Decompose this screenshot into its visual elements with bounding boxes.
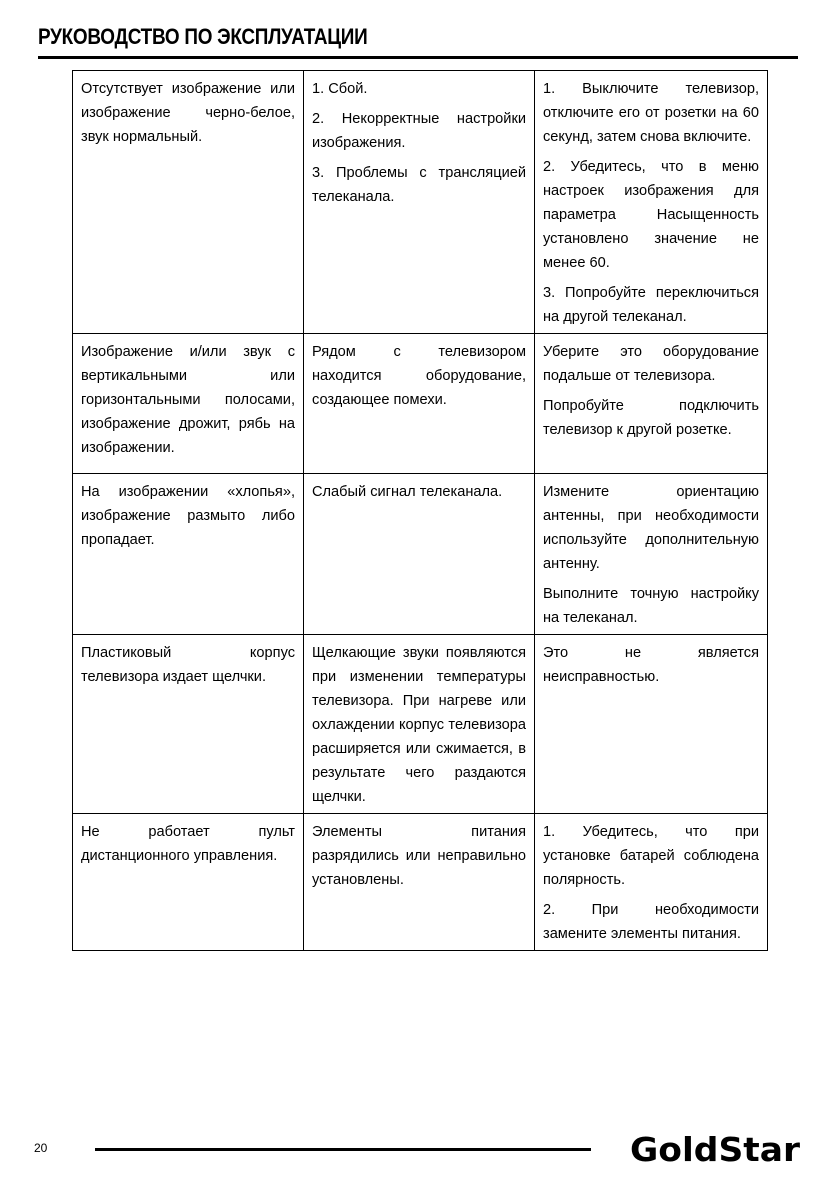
problem-cell (73, 71, 304, 334)
brand-wordmark: GoldStar (630, 1130, 801, 1169)
cause-text: Слабый сигнал телеканала. (312, 484, 503, 500)
solution-cell (535, 635, 768, 814)
cause-text: 3. Проблемы с трансляцией телеканала. (312, 165, 526, 205)
solution-cell (535, 474, 768, 635)
solution-text: Измените ориентацию антенны, при необходимости используйте дополнительную антенну. (543, 484, 759, 572)
table-row (73, 635, 768, 814)
solution-text: 2. Убедитесь, что в меню настроек изображения для параметра Насыщенность установлено значение не менее 60. (543, 159, 759, 271)
problem-text: Изображение и/или звук с вертикальными или горизонтальными полосами, изображение дрожит, рябь на изображении. (81, 344, 295, 456)
solution-cell (535, 71, 768, 334)
problem-text: На изображении «хлопья», изображение размыто либо пропадает. (81, 484, 295, 548)
problem-cell (73, 334, 304, 474)
table-row (73, 334, 768, 474)
cause-text: Рядом с телевизором находится оборудование, создающее помехи. (312, 344, 526, 408)
cause-text: Щелкающие звуки появляются при изменении температуры телевизора. При нагреве или охлаждении корпус телевизора расширяется или сжимается, в результате чего раздаются щелчки. (312, 645, 526, 805)
page-title: РУКОВОДСТВО ПО ЭКСПЛУАТАЦИИ (38, 24, 368, 49)
solution-text: Выполните точную настройку на телеканал. (543, 586, 759, 626)
goldstar-logo (630, 1124, 802, 1172)
problem-cell (73, 635, 304, 814)
problem-text: Не работает пульт дистанционного управления. (81, 824, 295, 864)
problem-cell (73, 814, 304, 951)
cause-cell (304, 635, 535, 814)
header-divider (38, 56, 798, 59)
solution-text: 1. Убедитесь, что при установке батарей соблюдена полярность. (543, 824, 759, 888)
footer-divider (95, 1148, 591, 1151)
page-number: 20 (34, 1141, 48, 1155)
problem-text: Пластиковый корпус телевизора издает щелчки. (81, 645, 295, 685)
solution-text: Попробуйте подключить телевизор к другой розетке. (543, 398, 759, 438)
solution-text: 3. Попробуйте переключиться на другой телеканал. (543, 285, 759, 325)
cause-text: 2. Некорректные настройки изображения. (312, 111, 526, 151)
cause-text: 1. Сбой. (312, 81, 368, 97)
table-row (73, 71, 768, 334)
solution-cell (535, 334, 768, 474)
solution-text: 1. Выключите телевизор, отключите его от розетки на 60 секунд, затем снова включите. (543, 81, 759, 145)
cause-cell (304, 474, 535, 635)
cause-cell (304, 814, 535, 951)
cause-cell (304, 334, 535, 474)
solution-text: Уберите это оборудование подальше от телевизора. (543, 344, 759, 384)
solution-cell (535, 814, 768, 951)
table-row (73, 814, 768, 951)
solution-text: 2. При необходимости замените элементы питания. (543, 902, 759, 942)
problem-cell (73, 474, 304, 635)
solution-text: Это не является неисправностью. (543, 645, 759, 685)
table-row (73, 474, 768, 635)
troubleshooting-table (72, 70, 768, 951)
cause-text: Элементы питания разрядились или неправильно установлены. (312, 824, 526, 888)
problem-text: Отсутствует изображение или изображение черно-белое, звук нормальный. (81, 81, 295, 145)
cause-cell (304, 71, 535, 334)
